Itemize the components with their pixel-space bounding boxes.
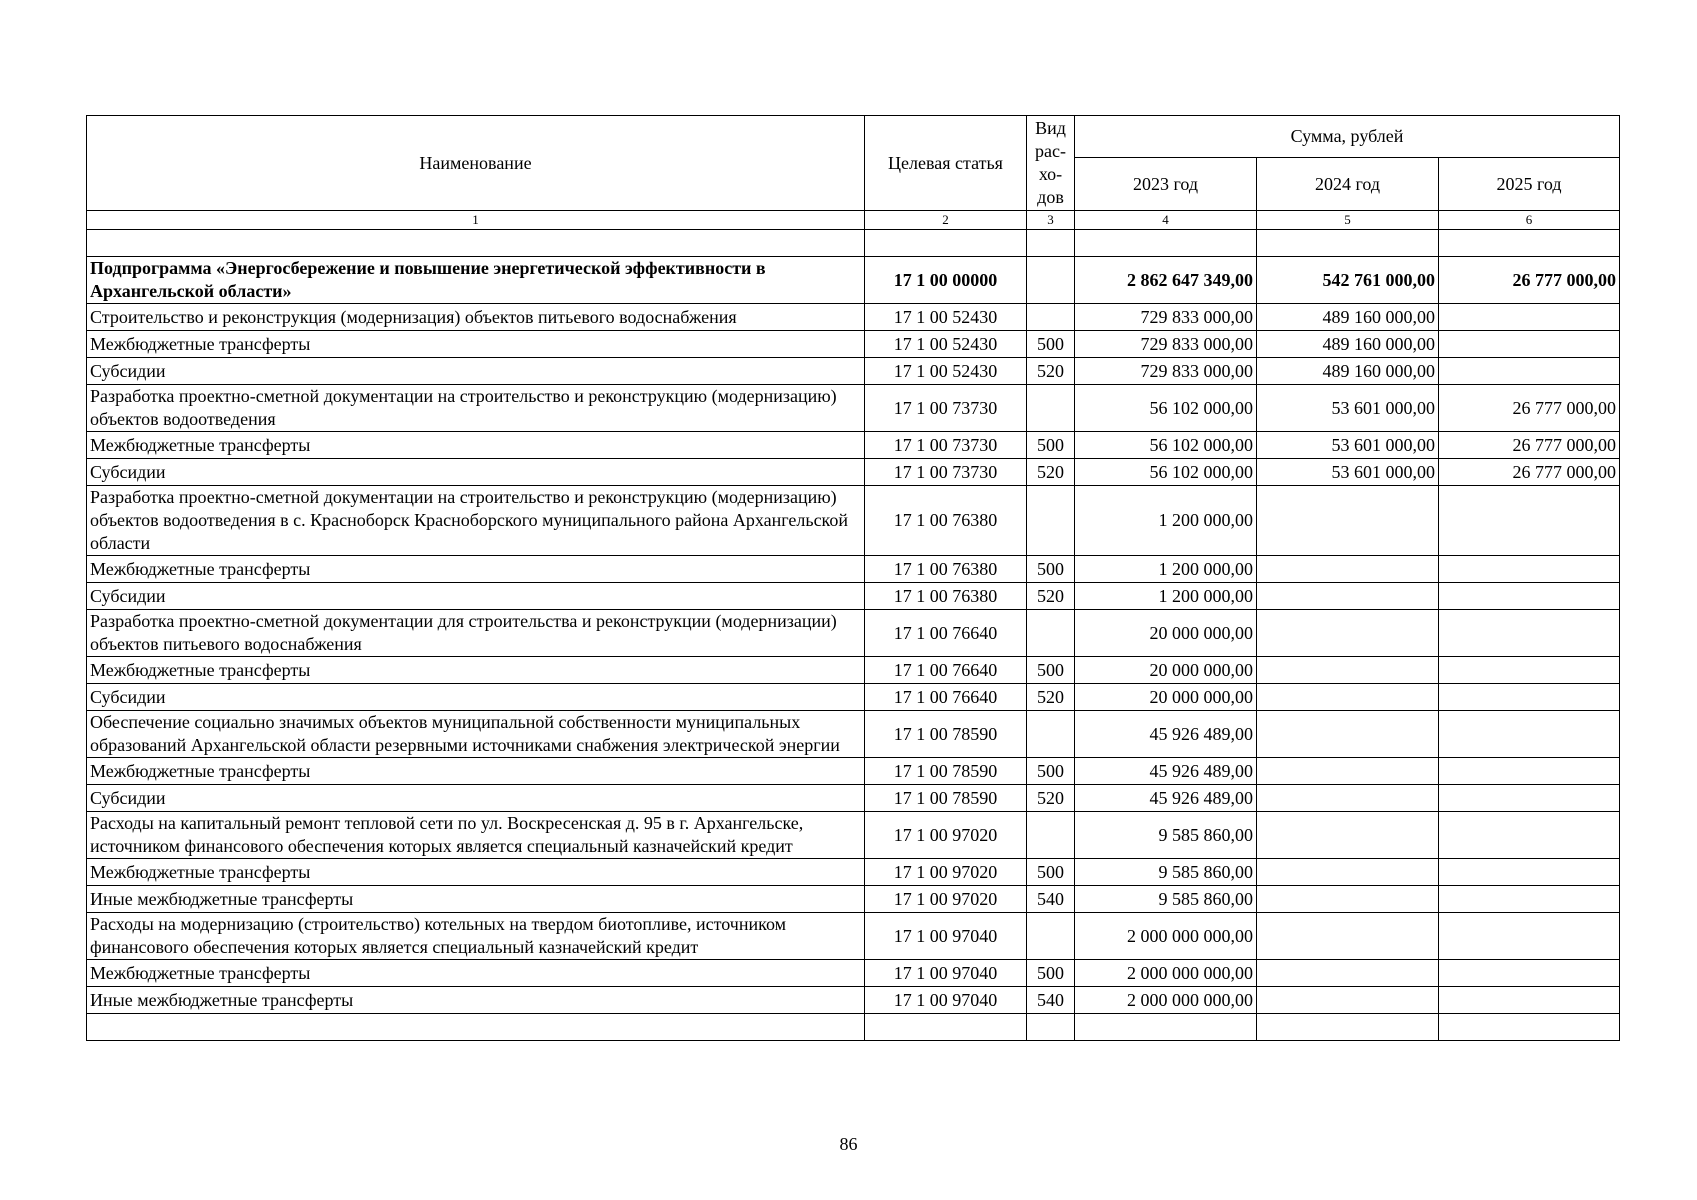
row-target-article: 17 1 00 76640 (865, 657, 1027, 684)
row-name: Субсидии (87, 684, 865, 711)
row-amount-2025: 26 777 000,00 (1439, 257, 1620, 304)
row-amount-2023: 45 926 489,00 (1075, 785, 1257, 812)
row-expense-type: 520 (1027, 358, 1075, 385)
row-amount-2024 (1257, 556, 1439, 583)
header-name: Наименование (87, 116, 865, 211)
row-expense-type: 520 (1027, 785, 1075, 812)
row-target-article: 17 1 00 73730 (865, 459, 1027, 486)
table-row (87, 432, 1620, 459)
row-amount-2025 (1439, 987, 1620, 1014)
row-target-article: 17 1 00 76380 (865, 556, 1027, 583)
row-target-article: 17 1 00 52430 (865, 358, 1027, 385)
row-name: Субсидии (87, 459, 865, 486)
row-target-article: 17 1 00 76380 (865, 583, 1027, 610)
row-target-article: 17 1 00 78590 (865, 758, 1027, 785)
row-amount-2024 (1257, 758, 1439, 785)
row-amount-2025 (1439, 711, 1620, 758)
column-number: 4 (1075, 211, 1257, 230)
row-amount-2023: 56 102 000,00 (1075, 459, 1257, 486)
row-amount-2023: 9 585 860,00 (1075, 859, 1257, 886)
row-name: Строительство и реконструкция (модернизация) объектов питьевого водоснабжения (87, 304, 865, 331)
header-sum: Сумма, рублей (1075, 116, 1620, 158)
row-amount-2025 (1439, 556, 1620, 583)
table-row (87, 459, 1620, 486)
header-year-2025: 2025 год (1439, 158, 1620, 211)
row-amount-2024 (1257, 657, 1439, 684)
table-row (87, 583, 1620, 610)
table-row (87, 358, 1620, 385)
table-body (87, 230, 1620, 1041)
header-year-2024: 2024 год (1257, 158, 1439, 211)
row-target-article: 17 1 00 97020 (865, 886, 1027, 913)
table-row (87, 987, 1620, 1014)
header-year-2023: 2023 год (1075, 158, 1257, 211)
table-row (87, 785, 1620, 812)
row-amount-2025 (1439, 610, 1620, 657)
row-amount-2024: 542 761 000,00 (1257, 257, 1439, 304)
row-name: Обеспечение социально значимых объектов муниципальной собственности муниципальных образований Архангельской области резервными источниками снабжения электрической энергии (87, 711, 865, 758)
row-name: Расходы на модернизацию (строительство) котельных на твердом биотопливе, источником финансового обеспечения которых является специальный казначейский кредит (87, 913, 865, 960)
row-amount-2024: 53 601 000,00 (1257, 459, 1439, 486)
row-amount-2024 (1257, 583, 1439, 610)
row-name: Иные межбюджетные трансферты (87, 886, 865, 913)
row-amount-2023: 729 833 000,00 (1075, 304, 1257, 331)
row-amount-2023: 20 000 000,00 (1075, 610, 1257, 657)
row-target-article: 17 1 00 73730 (865, 385, 1027, 432)
row-amount-2025 (1439, 358, 1620, 385)
row-expense-type: 520 (1027, 684, 1075, 711)
row-target-article: 17 1 00 78590 (865, 785, 1027, 812)
row-name: Межбюджетные трансферты (87, 331, 865, 358)
row-target-article: 17 1 00 76640 (865, 684, 1027, 711)
column-number: 1 (87, 211, 865, 230)
row-amount-2024: 489 160 000,00 (1257, 304, 1439, 331)
row-expense-type (1027, 812, 1075, 859)
row-amount-2024: 489 160 000,00 (1257, 331, 1439, 358)
row-amount-2025 (1439, 583, 1620, 610)
row-amount-2025 (1439, 913, 1620, 960)
page-number: 86 (839, 1134, 858, 1154)
column-number: 5 (1257, 211, 1439, 230)
table-row (87, 812, 1620, 859)
row-expense-type (1027, 711, 1075, 758)
row-expense-type (1027, 385, 1075, 432)
row-amount-2024: 489 160 000,00 (1257, 358, 1439, 385)
row-name: Иные межбюджетные трансферты (87, 987, 865, 1014)
row-amount-2025 (1439, 331, 1620, 358)
row-name: Разработка проектно-сметной документации на строительство и реконструкцию (модернизацию) объектов водоотведения в с. Красноборск Красноборского муниципального района Архангельской области (87, 486, 865, 556)
row-target-article: 17 1 00 97040 (865, 960, 1027, 987)
row-name: Субсидии (87, 583, 865, 610)
row-amount-2023: 45 926 489,00 (1075, 758, 1257, 785)
row-amount-2025: 26 777 000,00 (1439, 459, 1620, 486)
row-amount-2025: 26 777 000,00 (1439, 385, 1620, 432)
row-target-article: 17 1 00 97020 (865, 812, 1027, 859)
row-amount-2024: 53 601 000,00 (1257, 385, 1439, 432)
row-amount-2024 (1257, 987, 1439, 1014)
table-row (87, 859, 1620, 886)
table-row (87, 960, 1620, 987)
row-expense-type (1027, 913, 1075, 960)
row-amount-2023: 2 000 000 000,00 (1075, 913, 1257, 960)
row-amount-2024 (1257, 610, 1439, 657)
row-expense-type (1027, 257, 1075, 304)
row-amount-2024 (1257, 812, 1439, 859)
row-expense-type (1027, 610, 1075, 657)
row-amount-2024 (1257, 886, 1439, 913)
row-expense-type: 500 (1027, 657, 1075, 684)
table-row (87, 684, 1620, 711)
row-amount-2024 (1257, 711, 1439, 758)
table-row (87, 758, 1620, 785)
row-amount-2023: 56 102 000,00 (1075, 432, 1257, 459)
column-number: 3 (1027, 211, 1075, 230)
row-amount-2025 (1439, 886, 1620, 913)
row-name: Подпрограмма «Энергосбережение и повышение энергетической эффективности в Архангельской области» (87, 257, 865, 304)
row-expense-type: 540 (1027, 987, 1075, 1014)
table-row (87, 556, 1620, 583)
row-name: Расходы на капитальный ремонт тепловой сети по ул. Воскресенская д. 95 в г. Архангельске, источником финансового обеспечения которых является специальный казначейский кредит (87, 812, 865, 859)
row-expense-type: 500 (1027, 758, 1075, 785)
empty-row (87, 1014, 1620, 1041)
table-row (87, 657, 1620, 684)
row-expense-type: 520 (1027, 459, 1075, 486)
row-amount-2025 (1439, 785, 1620, 812)
row-name: Межбюджетные трансферты (87, 960, 865, 987)
row-name: Межбюджетные трансферты (87, 657, 865, 684)
row-amount-2024 (1257, 486, 1439, 556)
row-target-article: 17 1 00 97040 (865, 987, 1027, 1014)
row-amount-2023: 2 000 000 000,00 (1075, 960, 1257, 987)
column-number: 2 (865, 211, 1027, 230)
row-name: Межбюджетные трансферты (87, 432, 865, 459)
column-number: 6 (1439, 211, 1620, 230)
row-name: Субсидии (87, 785, 865, 812)
row-amount-2023: 9 585 860,00 (1075, 886, 1257, 913)
row-amount-2023: 2 000 000 000,00 (1075, 987, 1257, 1014)
row-amount-2025 (1439, 812, 1620, 859)
row-expense-type: 500 (1027, 556, 1075, 583)
row-amount-2024: 53 601 000,00 (1257, 432, 1439, 459)
row-amount-2023: 9 585 860,00 (1075, 812, 1257, 859)
row-target-article: 17 1 00 76640 (865, 610, 1027, 657)
row-amount-2025 (1439, 657, 1620, 684)
row-target-article: 17 1 00 97040 (865, 913, 1027, 960)
table-row (87, 304, 1620, 331)
row-target-article: 17 1 00 97020 (865, 859, 1027, 886)
row-amount-2024 (1257, 785, 1439, 812)
row-name: Разработка проектно-сметной документации для строительства и реконструкции (модернизации) объектов питьевого водоснабжения (87, 610, 865, 657)
table-row (87, 257, 1620, 304)
header-target-article: Целевая статья (865, 116, 1027, 211)
row-expense-type: 500 (1027, 960, 1075, 987)
budget-table (86, 115, 1620, 1041)
row-amount-2025 (1439, 684, 1620, 711)
row-amount-2024 (1257, 960, 1439, 987)
row-amount-2023: 45 926 489,00 (1075, 711, 1257, 758)
row-amount-2024 (1257, 684, 1439, 711)
table-row (87, 331, 1620, 358)
row-amount-2025 (1439, 304, 1620, 331)
header-expense-type: Вид рас-хо-дов (1027, 116, 1075, 211)
row-expense-type: 500 (1027, 331, 1075, 358)
row-amount-2023: 56 102 000,00 (1075, 385, 1257, 432)
row-target-article: 17 1 00 52430 (865, 331, 1027, 358)
row-expense-type: 540 (1027, 886, 1075, 913)
row-name: Межбюджетные трансферты (87, 556, 865, 583)
row-target-article: 17 1 00 52430 (865, 304, 1027, 331)
row-amount-2025 (1439, 486, 1620, 556)
row-amount-2023: 1 200 000,00 (1075, 486, 1257, 556)
row-amount-2024 (1257, 913, 1439, 960)
table-row (87, 486, 1620, 556)
row-expense-type: 500 (1027, 859, 1075, 886)
empty-row (87, 230, 1620, 257)
row-expense-type (1027, 304, 1075, 331)
row-expense-type (1027, 486, 1075, 556)
row-expense-type: 520 (1027, 583, 1075, 610)
row-name: Субсидии (87, 358, 865, 385)
row-amount-2023: 729 833 000,00 (1075, 358, 1257, 385)
row-amount-2023: 729 833 000,00 (1075, 331, 1257, 358)
row-expense-type: 500 (1027, 432, 1075, 459)
row-amount-2025 (1439, 859, 1620, 886)
row-amount-2023: 20 000 000,00 (1075, 684, 1257, 711)
row-amount-2023: 2 862 647 349,00 (1075, 257, 1257, 304)
table-row (87, 610, 1620, 657)
table-row (87, 711, 1620, 758)
row-target-article: 17 1 00 73730 (865, 432, 1027, 459)
row-amount-2024 (1257, 859, 1439, 886)
row-name: Межбюджетные трансферты (87, 758, 865, 785)
table-row (87, 385, 1620, 432)
table-row (87, 913, 1620, 960)
row-amount-2023: 1 200 000,00 (1075, 583, 1257, 610)
row-target-article: 17 1 00 78590 (865, 711, 1027, 758)
row-amount-2025 (1439, 758, 1620, 785)
row-amount-2025 (1439, 960, 1620, 987)
row-amount-2023: 20 000 000,00 (1075, 657, 1257, 684)
row-target-article: 17 1 00 00000 (865, 257, 1027, 304)
row-name: Межбюджетные трансферты (87, 859, 865, 886)
row-target-article: 17 1 00 76380 (865, 486, 1027, 556)
row-amount-2025: 26 777 000,00 (1439, 432, 1620, 459)
table-row (87, 886, 1620, 913)
row-amount-2023: 1 200 000,00 (1075, 556, 1257, 583)
row-name: Разработка проектно-сметной документации на строительство и реконструкцию (модернизацию) объектов водоотведения (87, 385, 865, 432)
